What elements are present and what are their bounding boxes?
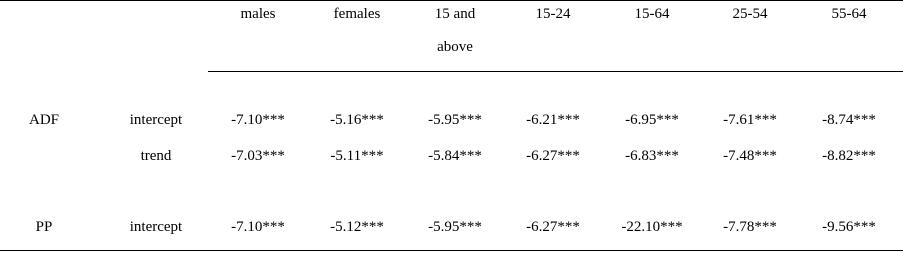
top-rule	[0, 0, 903, 1]
spec-label: intercept	[129, 112, 183, 128]
value-cell: -9.56***	[822, 219, 876, 235]
value-cell: -8.82***	[822, 148, 876, 164]
value-cell: -7.78***	[723, 219, 777, 235]
column-header: females	[333, 6, 381, 22]
column-header: 15-24	[535, 6, 571, 22]
header-rule	[208, 71, 903, 72]
value-cell: -7.10***	[231, 219, 285, 235]
spec-label: intercept	[129, 219, 183, 235]
value-cell: -6.95***	[625, 112, 679, 128]
value-cell: -22.10***	[621, 219, 683, 235]
value-cell: -7.03***	[231, 148, 285, 164]
test-label: ADF	[28, 112, 60, 128]
bottom-rule	[0, 250, 903, 251]
value-cell: -7.10***	[231, 112, 285, 128]
value-cell: -7.48***	[723, 148, 777, 164]
column-header: 25-54	[732, 6, 768, 22]
spec-label: trend	[140, 148, 172, 164]
column-header-line2: above	[437, 39, 473, 55]
test-label: PP	[35, 219, 53, 235]
value-cell: -5.11***	[330, 148, 384, 164]
column-header: 55-64	[831, 6, 867, 22]
column-header: males	[240, 6, 276, 22]
value-cell: -5.16***	[330, 112, 384, 128]
value-cell: -6.83***	[625, 148, 679, 164]
value-cell: -6.27***	[526, 219, 580, 235]
value-cell: -8.74***	[822, 112, 876, 128]
column-header: 15-64	[634, 6, 670, 22]
value-cell: -6.27***	[526, 148, 580, 164]
value-cell: -5.95***	[428, 219, 482, 235]
value-cell: -5.84***	[428, 148, 482, 164]
column-header: 15 and	[434, 6, 476, 22]
value-cell: -5.95***	[428, 112, 482, 128]
value-cell: -5.12***	[330, 219, 384, 235]
value-cell: -7.61***	[723, 112, 777, 128]
value-cell: -6.21***	[526, 112, 580, 128]
